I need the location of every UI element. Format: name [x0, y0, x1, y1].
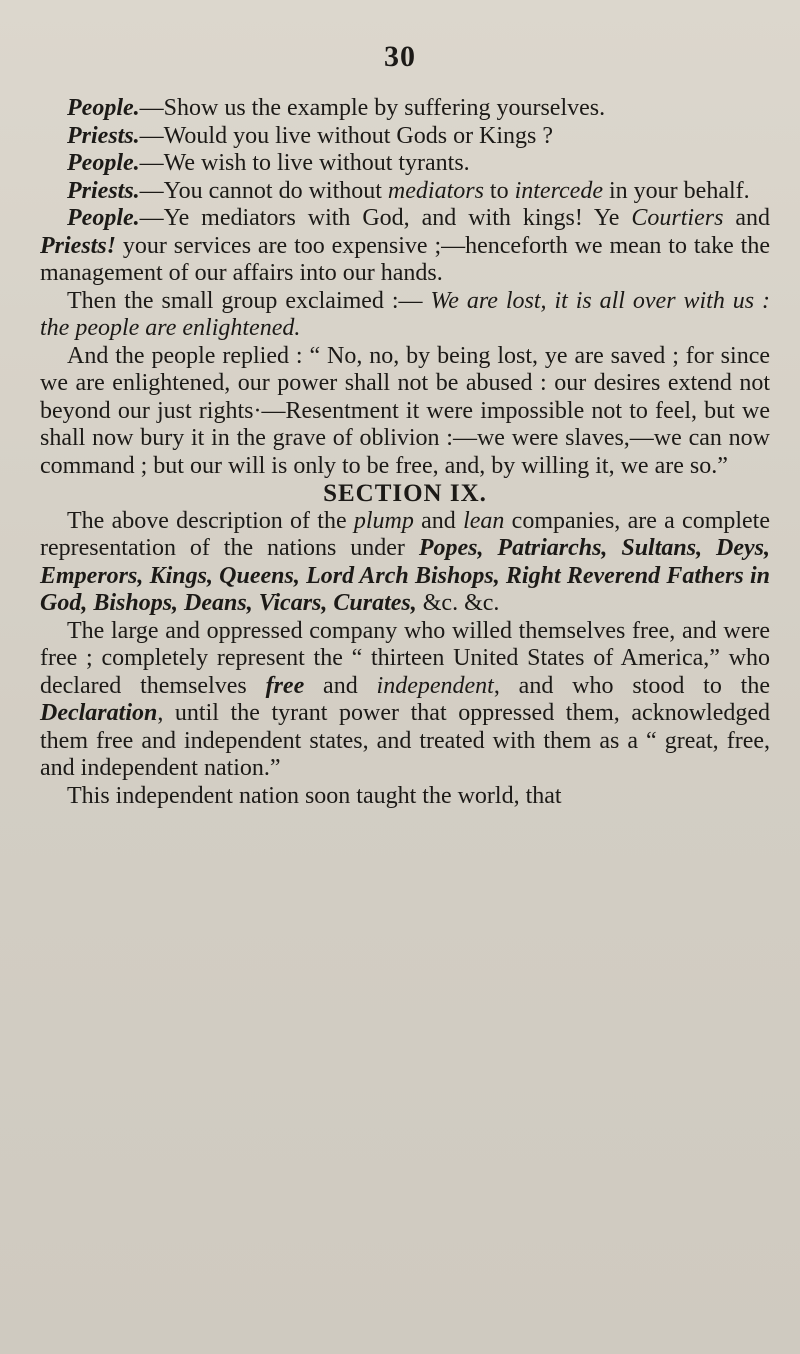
emphasis-text: Courtiers: [631, 205, 724, 231]
emphasis-text: independent: [376, 672, 494, 699]
dialogue-text: to: [483, 177, 515, 204]
speaker-label: People.: [67, 95, 140, 121]
body-text: , and who stood to the: [493, 672, 770, 699]
body-text: &c. &c.: [416, 590, 500, 616]
narrative-paragraph-1: [40, 288, 770, 343]
dialogue-line-2: [40, 123, 770, 151]
section-paragraph-3: This independent nation soon taught the world, that: [67, 782, 562, 809]
dialogue-line-1: [40, 95, 770, 123]
body-text: The large and oppressed company who willed themselves free, and were free ; completely represent the “ thirteen United States of America,” who declared themselves: [40, 617, 770, 699]
dialogue-text: —You cannot do without: [139, 177, 388, 204]
speaker-label: People.: [67, 150, 140, 176]
emphasis-text: Declaration: [40, 700, 158, 726]
body-text: and: [413, 507, 464, 534]
dialogue-text: —We wish to live without tyrants.: [139, 150, 470, 176]
body-text: and: [304, 672, 377, 699]
dialogue-line-5: [40, 205, 770, 288]
dialogue-text: —Would you live without Gods or Kings ?: [139, 122, 554, 149]
body-text: , until the tyrant power that oppressed them, acknowledged them free and independent states, and treated with them as a “ great, free, and independent nation.”: [40, 700, 770, 781]
speaker-label: Priests.: [67, 177, 140, 204]
dialogue-line-3: [40, 150, 770, 178]
emphasis-text: We are lost, it is all over with us : the people are enlightened.: [40, 287, 770, 341]
narrative-text: Then the small group exclaimed :—: [67, 287, 431, 314]
body-text: The above description of the: [67, 507, 354, 534]
dialogue-text: —Show us the example by suffering yourselves.: [139, 95, 606, 121]
dialogue-text: and: [723, 205, 770, 231]
emphasis-text: free: [265, 672, 305, 699]
dialogue-text: in your behalf.: [603, 177, 750, 204]
narrative-paragraph-2: And the people replied : “ No, no, by being lost, ye are saved ; for since we are enlightened, our power shall not be abused : our desires extend not beyond our just rights·—Resentment it were impossible not to feel, but we shall now bury it in the grave of oblivion :—we were slaves,—we can now command ; but our will is only to be free, and, by willing it, we are so.”: [40, 342, 770, 479]
page-number: 30: [384, 40, 416, 73]
section-heading: SECTION IX.: [323, 480, 487, 507]
emphasis-text: mediators: [387, 177, 484, 204]
emphasis-text: lean: [463, 507, 505, 534]
speaker-label: People.: [67, 205, 140, 231]
speaker-label: Priests.: [67, 122, 140, 149]
section-paragraph-2: [40, 618, 770, 783]
body-text: companies, are a complete representation of the nations under: [40, 507, 771, 561]
dialogue-line-4: [40, 178, 770, 206]
emphasis-text: plump: [353, 507, 414, 534]
emphasis-text: intercede: [514, 177, 603, 204]
dialogue-text: —Ye mediators with God, and with kings! Ye: [139, 205, 632, 231]
page-body: [40, 95, 770, 810]
emphasis-text: Priests!: [40, 232, 117, 259]
emphasis-text: Popes, Patriarchs, Sultans, Deys, Emperors, Kings, Queens, Lord Arch Bishops, Right Reverend Fathers in God, Bishops, Deans, Vicars, Curates,: [40, 535, 770, 616]
section-paragraph-1: [40, 508, 770, 618]
dialogue-text: your services are too expensive ;—henceforth we mean to take the management of our affairs into our hands.: [40, 232, 770, 286]
